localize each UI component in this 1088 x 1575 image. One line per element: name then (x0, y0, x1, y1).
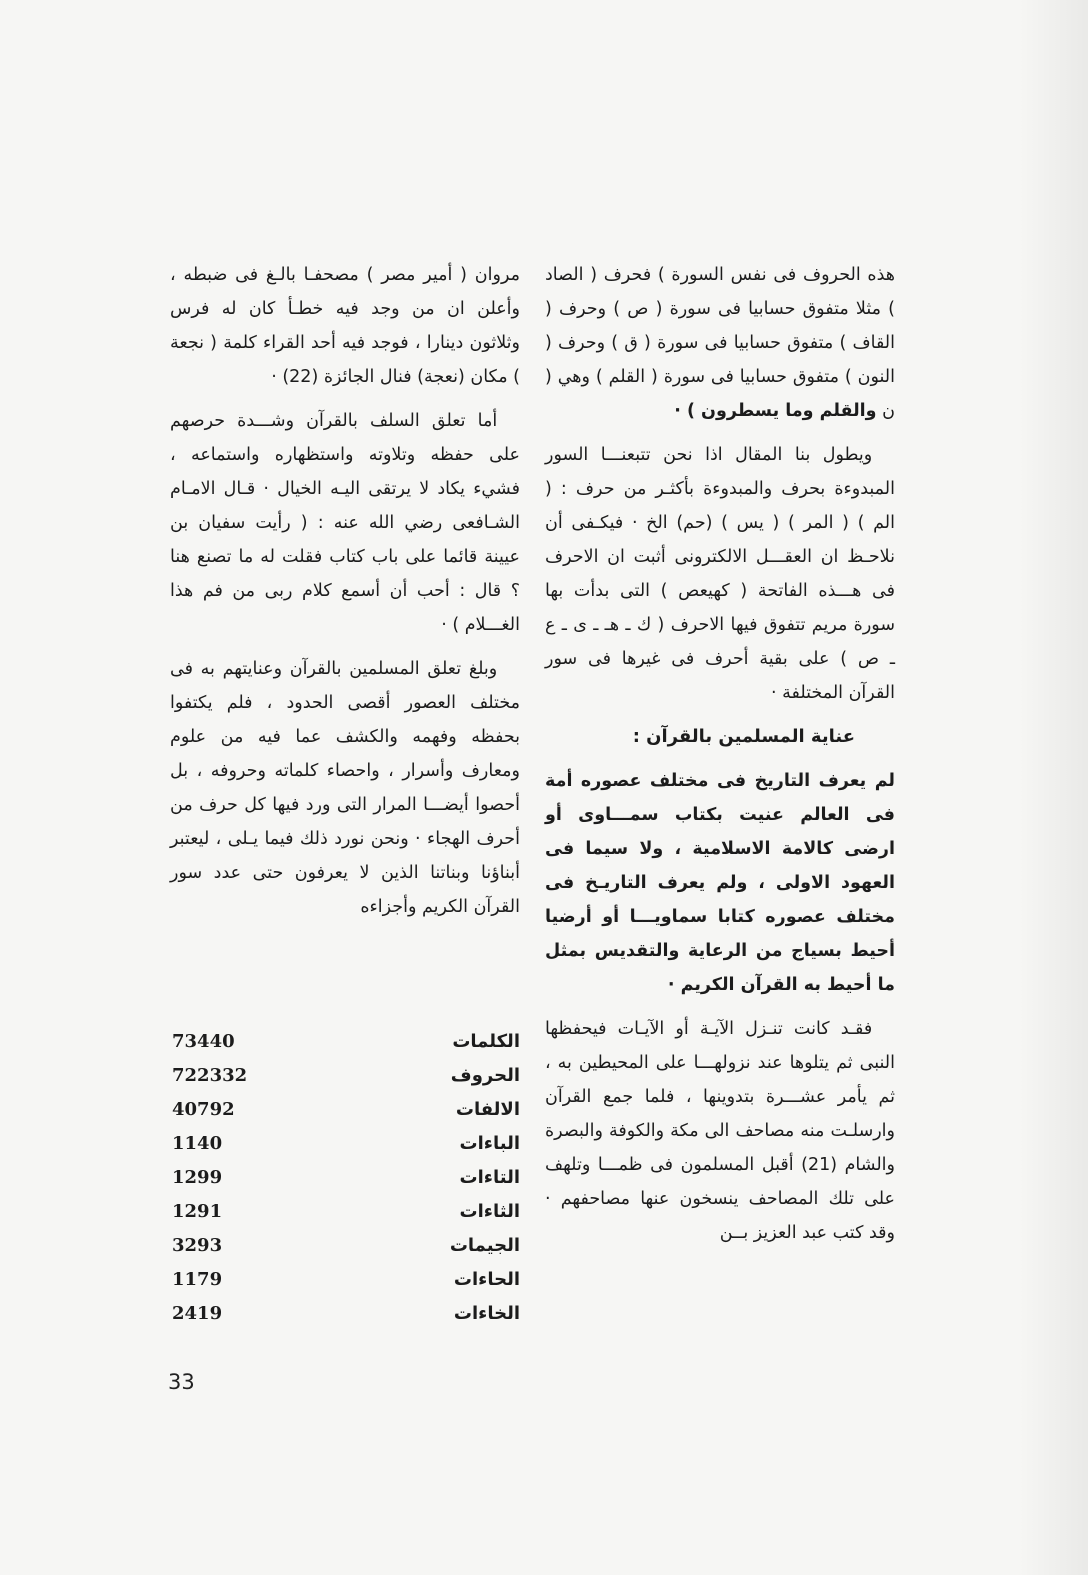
table-row (170, 1160, 520, 1194)
stat-label: التاءات (459, 1166, 520, 1188)
stat-label: الحروف (450, 1064, 520, 1086)
page-number: 33 (168, 1370, 195, 1394)
page-edge-shadow (1018, 0, 1088, 1575)
table-row (170, 1092, 520, 1126)
stat-value: 1140 (172, 1132, 223, 1154)
stat-value: 722332 (172, 1064, 248, 1086)
stat-label: الخاءات (453, 1302, 520, 1324)
stat-value: 1299 (172, 1166, 223, 1188)
paragraph-marwan: مروان ( أمير مصر ) مصحفـا بالـغ فى ضبطه ، وأعلن ان من وجد فيه خطـأ كان له فرس وثلاثون دينارا ، فوجد فيه أحد القراء كلمة ( نجعة ) مكان (نعجة) فنال الجائزة (22) · (170, 265, 520, 387)
paragraph-opening-letters: ويطول بنا المقال اذا نحن تتبعنـــا السور المبدوءة بحرف والمبدوءة بأكثـر من حرف : ( الم ) ( المر ) ( يس ) (حم) الخ · فيكـفى أن نلاحـظ ان العقـــل الالكترونى أثبت ان الاحرف فى هـــذه الفاتحة ( كهيعص ) التى بدأت بها سورة مريم تتفوق فيها الاحرف ( ك ـ هـ ـ ى ـ ع ـ ص ) على بقية أحرف فى غيرها فى سور القرآن المختلفة · (545, 445, 895, 703)
stat-label: الحاءات (453, 1268, 520, 1290)
stat-label: الباءات (459, 1132, 520, 1154)
paragraph-text: هذه الحروف فى نفس السورة ) فحرف ( الصاد ) مثلا متفوق حسابيا فى سورة ( ص ) وحرف ( القاف ) متفوق حسابيا فى سورة ( ق ) وحرف ( النون ) متفوق حسابيا فى سورة ( القلم ) وهي ( ن (545, 265, 895, 421)
stat-label: الالفات (455, 1098, 520, 1120)
stat-label: الجيمات (449, 1234, 520, 1256)
stat-value: 3293 (172, 1234, 223, 1256)
section-heading: عناية المسلمين بالقرآن : (632, 726, 855, 747)
stat-label: الكلمات (452, 1030, 520, 1052)
table-row (170, 1228, 520, 1262)
quran-quote-bold: والقلم وما يسطرون ) · (674, 401, 877, 421)
table-row (170, 1024, 520, 1058)
left-text-column (170, 258, 520, 934)
stat-label: الثاءات (459, 1200, 520, 1222)
stat-value: 1291 (172, 1200, 223, 1222)
table-row (170, 1296, 520, 1330)
stat-value: 73440 (172, 1030, 235, 1052)
paragraph-revelation: فقـد كانت تنـزل الآيـة أو الآيـات فيحفظها النبى ثم يتلوها عند نزولهـــا على المحيطين به ، ثم يأمر عشـــرة بتدوينها ، فلما جمع القرآن وارسلـت منه مصاحف الى مكة والكوفة والبصرة والشام (21) أقبل المسلمون فى ظمـــا وتلهف على تلك المصاحف ينسخون عنها مصاحفهم · وقد كتب عبد العزيز بــن (545, 1019, 895, 1243)
paragraph-huruf-continuation (545, 258, 895, 428)
table-row (170, 1262, 520, 1296)
stat-value: 2419 (172, 1302, 223, 1324)
right-text-column (545, 258, 895, 1260)
letter-count-table (170, 1024, 520, 1330)
stat-value: 1179 (172, 1268, 223, 1290)
table-row (170, 1194, 520, 1228)
table-row (170, 1058, 520, 1092)
paragraph-counting: وبلغ تعلق المسلمين بالقرآن وعنايتهم به فى مختلف العصور أقصى الحدود ، فلم يكتفوا بحفظه وفهمه والكشف عما فيه من علوم ومعارف وأسرار ، واحصاء كلماته وحروفه ، بل أحصوا أيضـــا المرار التى ورد فيها كل حرف من أحرف الهجاء · ونحن نورد ذلك فيما يـلى ، ليعتبر أبناؤنا وبناتنا الذين لا يعرفون حتى عدد سور القرآن الكريم وأجزاءه (170, 659, 520, 917)
paragraph-history: لم يعرف التاريخ فى مختلف عصوره أمة فى العالم عنيت بكتاب سمـــاوى أو ارضى كالامة الاسلامية ، ولا سيما فى العهود الاولى ، ولم يعرف التاريـخ فى مختلف عصوره كتابا سماويـــا أو أرضيا أحيط بسياج من الرعاية والتقديس بمثل ما أحيط به القرآن الكريم · (545, 771, 895, 995)
table-row (170, 1126, 520, 1160)
paragraph-salaf: أما تعلق السلف بالقرآن وشـــدة حرصهم على حفظه وتلاوته واستظهاره واستماعه ، فشيء يكاد لا يرتقى اليـه الخيال · قـال الامـام الشـافعى رضي الله عنه : ( رأيت سفيان بن عيينة قائما على باب كتاب فقلت له ما تصنع هنا ؟ قال : أحب أن أسمع كلام ربى من فم هذا الغـــلام ) · (170, 411, 520, 635)
stat-value: 40792 (172, 1098, 235, 1120)
